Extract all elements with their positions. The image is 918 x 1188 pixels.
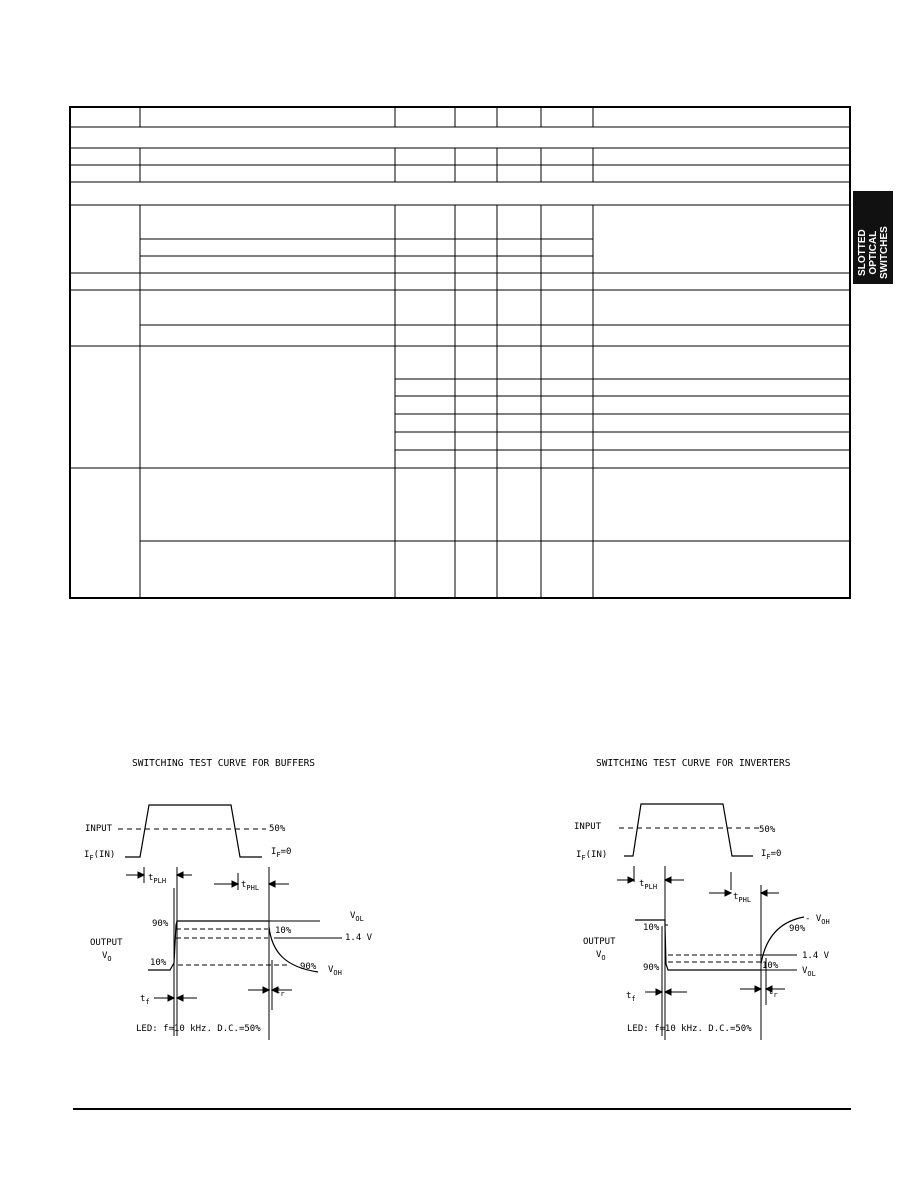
pct90-label: 90% [789,924,806,934]
buffers-switching-diagram [0,740,459,1060]
tplh-label: $t_{PLH}$ [639,879,658,891]
side-tab-label [857,226,890,279]
input-label: INPUT [85,824,113,834]
led-label: LED: f=10 kHz. D.C.=50% [627,1024,752,1034]
tf-label: $t_f$ [140,994,150,1006]
inverters-title: SWITCHING TEST CURVE FOR INVERTERS [596,758,791,769]
tplh-label: $t_{PLH}$ [148,873,167,885]
v14-label: 1.4 V [345,933,373,943]
if0-label: $I_F=0$ [271,847,292,859]
pct90-label: 90% [643,963,660,973]
input-pulse [624,804,753,856]
side-tab-line-1: SLOTTED [857,229,868,276]
pct90-label: 90% [300,962,317,972]
pct50-label: 50% [759,825,776,835]
tphl-label: $t_{PHL}$ [733,892,752,904]
tr-label: $t_r$ [275,986,285,998]
table-border [70,107,850,598]
input-pulse [125,805,262,857]
input-label: INPUT [574,822,602,832]
pct50-label: 50% [269,824,286,834]
pct10-label: 10% [275,926,292,936]
output-label: OUTPUT [583,937,616,947]
tphl-label: $t_{PHL}$ [241,880,260,892]
vo-label: $V_O$ [102,951,112,963]
footer-rule [73,1108,851,1110]
led-label: LED: f=10 kHz. D.C.=50% [136,1024,261,1034]
vo-label: $V_O$ [596,950,606,962]
pct90-label: 90% [152,919,169,929]
tf-label: $t_f$ [626,991,636,1003]
pct10-label: 10% [150,958,167,968]
if-in-label: $I_F(IN)$ [84,850,116,862]
if0-label: $I_F=0$ [761,849,782,861]
v14-label: 1.4 V [802,951,830,961]
tr-label: $t_r$ [768,987,778,999]
if-in-label: $I_F(IN)$ [576,850,608,862]
side-tab-line-3: SWITCHES [879,226,890,279]
vol-label: $V_{OL}$ [350,911,364,923]
section-side-tab [853,191,893,284]
voh-label: $V_{OH}$ [328,965,342,977]
output-label: OUTPUT [90,938,123,948]
vol-label: $V_{OL}$ [802,966,816,978]
pct10-label: 10% [643,923,660,933]
side-tab-line-2: OPTICAL [868,230,879,275]
buffers-title: SWITCHING TEST CURVE FOR BUFFERS [132,758,316,769]
pct10-label: 10% [762,961,779,971]
inverters-switching-diagram [459,740,918,1060]
voh-label: - $V_{OH}$ [805,914,830,926]
